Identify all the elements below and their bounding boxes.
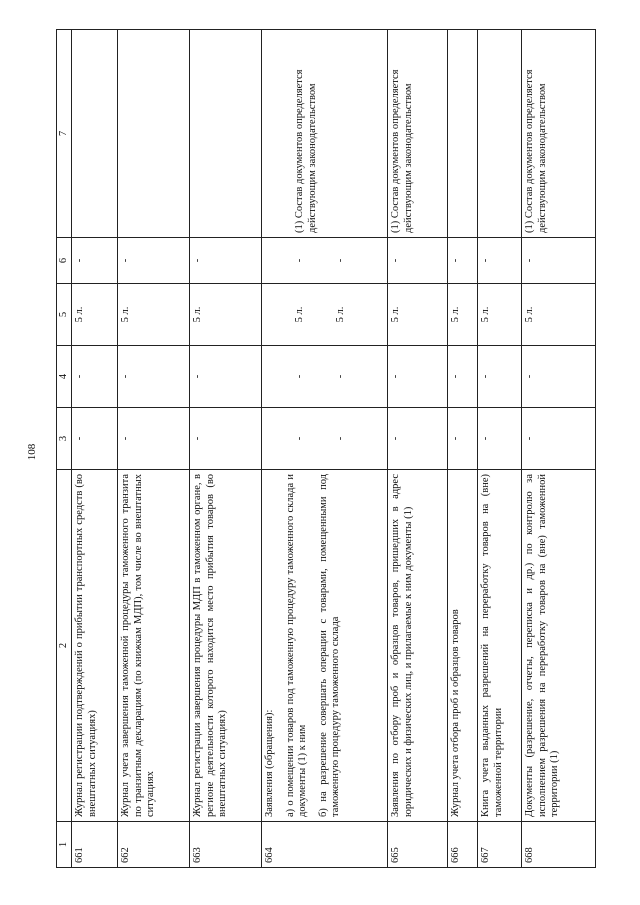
table-row — [478, 30, 522, 868]
row-col-5: 5 л. — [118, 284, 190, 346]
row-note — [118, 30, 190, 238]
row-col-3 — [262, 408, 388, 470]
row-col-3: - — [190, 408, 262, 470]
row-col-3: - — [522, 408, 596, 470]
row-title: Журнал учета отбора проб и образцов товаров — [448, 470, 478, 822]
page-number: 108 — [26, 443, 38, 461]
row-note — [448, 30, 478, 238]
row-col-3: - — [448, 408, 478, 470]
row-note — [72, 30, 118, 238]
row-col-3: - — [478, 408, 522, 470]
row-col-3: - — [72, 408, 118, 470]
rotated-page-content — [56, 30, 596, 868]
row-subitem-b: б) на разрешение совершать операции с товарами, помещенными под таможенную процедуру таможенного склада — [317, 474, 341, 817]
row-col-5: 5 л. — [388, 284, 448, 346]
row-col-5: 5 л. — [478, 284, 522, 346]
row-col-6: - — [522, 238, 596, 284]
header-col-6: 6 — [57, 238, 72, 284]
subitem-a-col-4: - — [294, 374, 305, 379]
subitem-b-col-5: 5 л. — [334, 306, 346, 323]
row-col-4: - — [72, 346, 118, 408]
row-col-4: - — [522, 346, 596, 408]
row-col-3: - — [388, 408, 448, 470]
table-row — [190, 30, 262, 868]
row-note — [190, 30, 262, 238]
row-title-intro: Заявления (обращения): — [264, 709, 275, 817]
header-col-3: 3 — [57, 408, 72, 470]
row-number: 663 — [190, 822, 262, 868]
row-title: Журнал регистрации завершения процедуры МДП в таможенном органе, в регионе деятельности которого находится место прибытия товаров (во внештатных ситуациях) — [190, 470, 262, 822]
row-note: (1) Состав документов определяется действующим законодательством — [388, 30, 448, 238]
header-col-2: 2 — [57, 470, 72, 822]
row-col-4: - — [118, 346, 190, 408]
row-title: Журнал учета завершения таможенной процедуры таможенного транзита по транзитным декларациям (по книжкам МДП), том числе во внештатных ситуациях — [118, 470, 190, 822]
subitem-a-col-3: - — [294, 436, 305, 441]
header-col-7: 7 — [57, 30, 72, 238]
row-number: 662 — [118, 822, 190, 868]
row-col-5 — [262, 284, 388, 346]
row-number: 668 — [522, 822, 596, 868]
row-col-6: - — [448, 238, 478, 284]
row-col-4: - — [190, 346, 262, 408]
row-number: 665 — [388, 822, 448, 868]
row-col-4 — [262, 346, 388, 408]
subitem-b-col-4: - — [334, 374, 346, 379]
row-title: Журнал регистрации подтверждений о прибытии транспортных средств (во внештатных ситуациях) — [72, 470, 118, 822]
row-col-5: 5 л. — [522, 284, 596, 346]
table-row — [388, 30, 448, 868]
row-note — [478, 30, 522, 238]
row-note: (1) Состав документов определяется действующим законодательством — [522, 30, 596, 238]
row-col-5: 5 л. — [448, 284, 478, 346]
header-col-4: 4 — [57, 346, 72, 408]
row-col-5: 5 л. — [190, 284, 262, 346]
row-title: Документы (разрешение, отчеты, переписка и др.) по контролю за исполнением разрешения на переработку товаров на (вне) таможенной территории (1) — [522, 470, 596, 822]
row-note — [262, 30, 388, 238]
header-col-1: 1 — [57, 822, 72, 868]
row-number: 666 — [448, 822, 478, 868]
row-number: 667 — [478, 822, 522, 868]
header-col-5: 5 — [57, 284, 72, 346]
table-row — [522, 30, 596, 868]
subitem-b-col-6: - — [334, 258, 346, 263]
row-title — [262, 470, 388, 822]
table-row — [72, 30, 118, 868]
table-row — [448, 30, 478, 868]
row-col-4: - — [388, 346, 448, 408]
row-col-6: - — [72, 238, 118, 284]
row-col-5: 5 л. — [72, 284, 118, 346]
row-subitem-a: а) о помещении товаров под таможенную процедуру таможенного склада и документы (1) к ним — [284, 474, 308, 817]
row-col-6 — [262, 238, 388, 284]
row-col-6: - — [388, 238, 448, 284]
row-col-3: - — [118, 408, 190, 470]
table-row — [118, 30, 190, 868]
row-title: Книга учета выданных разрешений на переработку товаров на (вне) таможенной территории — [478, 470, 522, 822]
row-col-6: - — [478, 238, 522, 284]
row-col-4: - — [448, 346, 478, 408]
row-number: 664 — [262, 822, 388, 868]
row-note-text: (1) Состав документов определяется действующим законодательством — [294, 69, 318, 233]
subitem-b-col-3: - — [334, 436, 346, 441]
row-number: 661 — [72, 822, 118, 868]
header-row — [57, 30, 72, 868]
row-title: Заявления по отбору проб и образцов товаров, пришедших в адрес юридических и физических лиц, и прилагаемые к ним документы (1) — [388, 470, 448, 822]
row-col-4: - — [478, 346, 522, 408]
subitem-a-col-5: 5 л. — [294, 306, 305, 323]
row-col-6: - — [118, 238, 190, 284]
table-row — [262, 30, 388, 868]
records-retention-table — [56, 29, 596, 868]
subitem-a-col-6: - — [294, 258, 305, 263]
row-col-6: - — [190, 238, 262, 284]
